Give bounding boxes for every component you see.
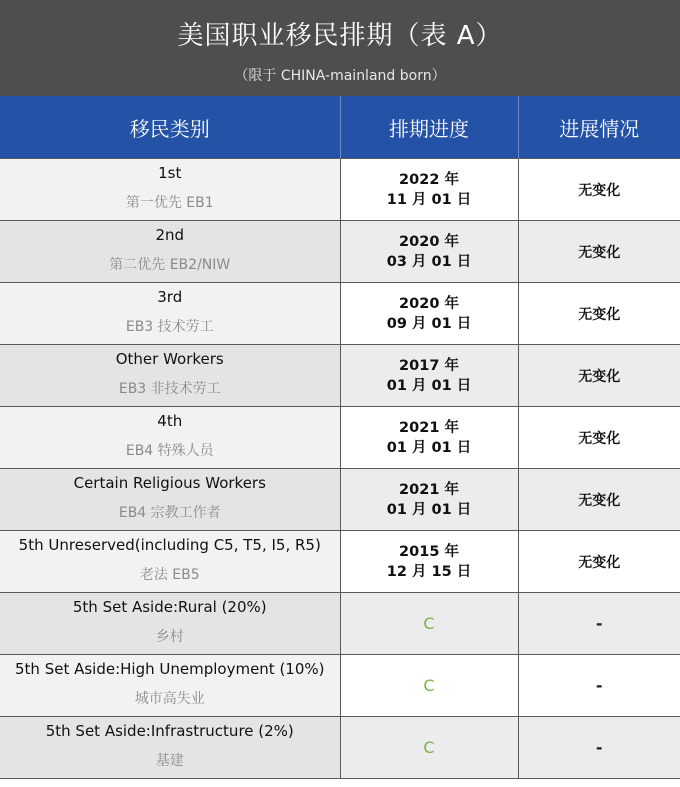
category-en: Other Workers <box>115 349 224 368</box>
date-month-day: 11 月 01 日 <box>386 191 472 208</box>
column-header-row <box>0 96 680 159</box>
date-year: 2021 年 <box>399 481 459 498</box>
title-band <box>0 0 680 96</box>
status-cell: 无变化 <box>518 221 680 283</box>
date-year: 2020 年 <box>399 295 459 312</box>
category-zh: 城市高失业 <box>134 690 205 707</box>
date-month-day: 12 月 15 日 <box>386 563 472 580</box>
current-badge: C <box>340 655 518 717</box>
status-cell: 无变化 <box>518 159 680 221</box>
category-cell <box>0 655 340 717</box>
category-cell <box>0 159 340 221</box>
date-year: 2020 年 <box>399 233 459 250</box>
date-month-day: 01 月 01 日 <box>386 439 472 456</box>
category-cell <box>0 469 340 531</box>
date-month-day: 01 月 01 日 <box>386 377 472 394</box>
category-cell <box>0 221 340 283</box>
column-header-priority: 排期进度 <box>340 96 518 159</box>
priority-date-table <box>0 96 680 779</box>
category-zh: 第二优先 EB2/NIW <box>109 256 231 273</box>
column-header-status: 进展情况 <box>518 96 680 159</box>
status-cell: - <box>518 717 680 779</box>
priority-date-cell <box>340 283 518 345</box>
table-row <box>0 221 680 283</box>
status-cell: 无变化 <box>518 531 680 593</box>
table-row <box>0 345 680 407</box>
category-en: 5th Set Aside:High Unemployment (10%) <box>15 659 325 678</box>
page-subtitle: （限于 CHINA-mainland born） <box>234 68 446 84</box>
priority-date-cell <box>340 345 518 407</box>
category-cell <box>0 593 340 655</box>
status-cell: 无变化 <box>518 345 680 407</box>
table-row <box>0 159 680 221</box>
current-badge: C <box>340 717 518 779</box>
status-cell: 无变化 <box>518 283 680 345</box>
priority-date-cell <box>340 221 518 283</box>
table-row <box>0 283 680 345</box>
category-en: 5th Set Aside:Rural (20%) <box>72 597 267 616</box>
category-en: 5th Set Aside:Infrastructure (2%) <box>45 721 294 740</box>
category-zh: 老法 EB5 <box>139 566 200 583</box>
category-zh: 基建 <box>155 752 184 769</box>
current-badge: C <box>340 593 518 655</box>
page-title: 美国职业移民排期（表 A） <box>177 21 503 51</box>
date-year: 2022 年 <box>399 171 459 188</box>
category-en: 5th Unreserved(including C5, T5, I5, R5) <box>18 535 321 554</box>
category-cell <box>0 531 340 593</box>
table-row <box>0 531 680 593</box>
category-zh: 乡村 <box>155 628 184 645</box>
table-row <box>0 655 680 717</box>
priority-date-cell <box>340 469 518 531</box>
category-cell <box>0 407 340 469</box>
date-month-day: 03 月 01 日 <box>386 253 472 270</box>
table-row <box>0 593 680 655</box>
category-cell <box>0 717 340 779</box>
category-en: Certain Religious Workers <box>73 473 266 492</box>
status-cell: 无变化 <box>518 469 680 531</box>
priority-date-cell <box>340 159 518 221</box>
status-cell: - <box>518 593 680 655</box>
category-zh: EB4 特殊人员 <box>125 442 214 459</box>
category-zh: 第一优先 EB1 <box>125 194 214 211</box>
category-en: 3rd <box>157 287 183 306</box>
category-cell <box>0 283 340 345</box>
category-zh: EB3 非技术劳工 <box>118 380 221 397</box>
date-month-day: 01 月 01 日 <box>386 501 472 518</box>
category-zh: EB4 宗教工作者 <box>118 504 221 521</box>
category-zh: EB3 技术劳工 <box>125 318 214 335</box>
date-year: 2021 年 <box>399 419 459 436</box>
table-row <box>0 407 680 469</box>
category-cell <box>0 345 340 407</box>
category-en: 1st <box>158 163 182 182</box>
status-cell: - <box>518 655 680 717</box>
table-row <box>0 717 680 779</box>
category-en: 4th <box>157 411 183 430</box>
table-row <box>0 469 680 531</box>
date-month-day: 09 月 01 日 <box>386 315 472 332</box>
status-cell: 无变化 <box>518 407 680 469</box>
priority-date-cell <box>340 407 518 469</box>
column-header-category: 移民类别 <box>0 96 340 159</box>
category-en: 2nd <box>155 225 185 244</box>
date-year: 2017 年 <box>399 357 459 374</box>
priority-date-cell <box>340 531 518 593</box>
date-year: 2015 年 <box>399 543 459 560</box>
